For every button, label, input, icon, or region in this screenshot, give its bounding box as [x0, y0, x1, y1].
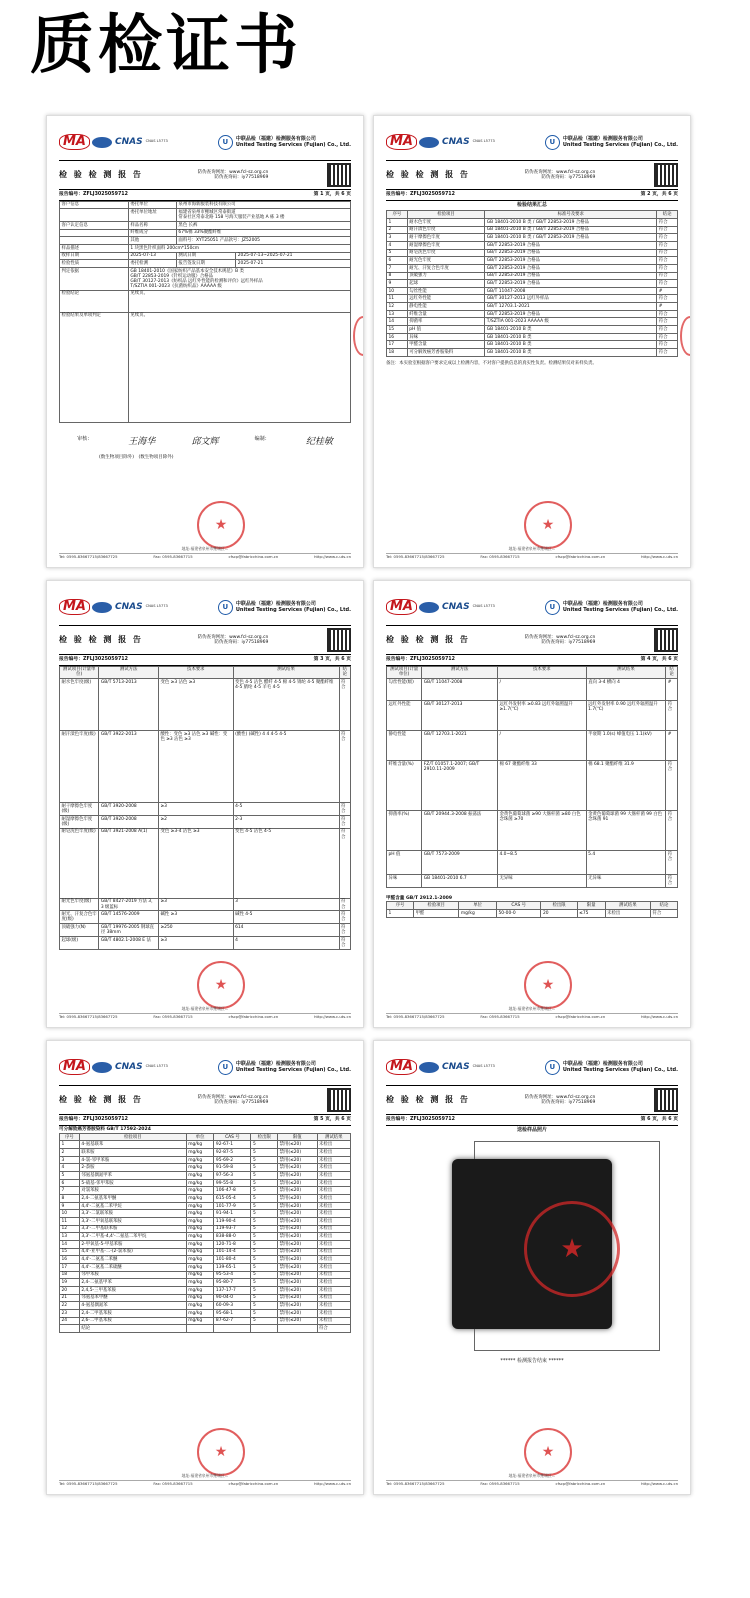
- query-site: 防伪查询网址：www.fcl-sz.org.cn: [524, 634, 596, 640]
- query-code: 防伪查询码：iy77518969: [541, 640, 596, 645]
- section-title: 可分解致癌芳香胺染料 GB/T 17592-2024: [59, 1126, 151, 1132]
- table-row: 3 4-氯-邻甲苯胺 mg/kg 95-69-2 5 禁用(≤20) 未检出: [60, 1156, 351, 1164]
- table-row: 1 耐水色牢度 GB 18401-2010 B 类 / GB/T 22853-2019 合格品 符合: [387, 218, 678, 226]
- table-row: 2 联苯胺 mg/kg 92-87-5 5 禁用(≤20) 未检出: [60, 1149, 351, 1157]
- page-number: 第 1 页，共 6 页: [313, 192, 351, 197]
- report-number: 报告编号：ZFLJ3025059712: [59, 1117, 128, 1122]
- table-row: 9 4,4'-二氨基二苯甲烷 mg/kg 101-77-9 5 禁用(≤20) 未检出: [60, 1202, 351, 1210]
- ma-logo: MA: [59, 134, 90, 150]
- table-row: 1 4-氨基联苯 mg/kg 92-67-1 5 禁用(≤20) 未检出: [60, 1141, 351, 1149]
- official-seal: ★: [524, 1428, 572, 1476]
- ilac-logo: [419, 1062, 439, 1073]
- table-row: 4 2-萘胺 mg/kg 91-59-8 5 禁用(≤20) 未检出: [60, 1164, 351, 1172]
- table-row: 10 3,3'-二氯联苯胺 mg/kg 91-94-1 5 禁用(≤20) 未检出: [60, 1210, 351, 1218]
- ilac-logo: [419, 602, 439, 613]
- report-header: [386, 1051, 678, 1083]
- query-code: 防伪查询码：iy77518969: [214, 640, 269, 645]
- report-header: [386, 126, 678, 158]
- info-table: [59, 201, 351, 423]
- table-row: 17 4,4'-二氨基二苯硫醚 mg/kg 139-65-1 5 禁用(≤20) 未检出: [60, 1263, 351, 1271]
- footer: 地址:福建省泉州市鲤城区... Tel: 0595-83667715/83667725 Fax: 0595-83667715 cfscp@fabricchina.com.cn http://www.c-uts.cn: [386, 1006, 678, 1019]
- table-row: 耐湿摩擦色牢度(级) GB/T 3920-2008 ≥2 2-3 符合: [60, 815, 351, 828]
- qr-code: [327, 1088, 351, 1112]
- sign-note: (数生物项目除外) (数生物项目除外): [99, 455, 174, 461]
- report-title: 检 验 检 测 报 告: [386, 1095, 470, 1105]
- uts-logo-icon: U: [545, 135, 560, 150]
- lab-brand: [218, 1060, 351, 1075]
- query-site: 防伪查询网址：www.fcl-sz.org.cn: [524, 1094, 596, 1100]
- section-title: 检验结果汇总: [516, 201, 547, 208]
- table-row: 判定依据 GB 18401-2010《国家纺织产品基本安全技术规范》B 类 GB/T 22853-2019《针织运动服》合格品 GB/T 30127-2013《纺织品 远红外性能的检测和评价》远红外样品 T/SZTIA 001-2023《抗菌纺织品》AAAAA 级: [60, 267, 351, 290]
- ma-logo: MA: [59, 599, 90, 615]
- cnas-logo: CNAS: [442, 1061, 470, 1072]
- footer: 地址:福建省泉州市鲤城区... Tel: 0595-83667715/83667725 Fax: 0595-83667715 cfscp@fabricchina.com.cn http://www.c-uts.cn: [59, 1006, 351, 1019]
- signatures: 审核： 王海华 邱文辉 编制： 纪桂敏: [77, 435, 333, 447]
- uts-logo-icon: U: [218, 135, 233, 150]
- ma-logo: MA: [386, 1059, 417, 1075]
- summary-table: 序号 检验项目 标准号及要求 结论 1 耐水色牢度 GB 18401-2010 B 类 / GB/T 22853-2019 合格品 符合 2 耐汗渍色牢度 GB 18401-2010 B 类 / GB/T 22853-2019 合格品 符合 3 耐干摩擦色牢度 GB 18401-2010 B 类 / GB/T 22853-2019 合格品 符合 4 耐湿摩擦色牢度 GB/T 22853-2019 合格品 符合 5 耐皂洗色牢度 GB/T 22853-2019 合格品 符合 6 耐光色牢度 GB/T 22853-2019 合格品 符合 7 耐光、汗复合色牢度 GB/T 22853-2019 合格品 符合 8 顶破强力 GB/T 22853-2019 合格品 符合 9 起球 GB/T 22853-2019 合格品 符合 10 勾丝性能 GB/T 11047-2008 # 11 远红外性能 GB/T 30127-2013 远红外样品 符合 12 静电性能 GB/T 12703.1-2021 # 13 纤维含量 GB/T 22853-2019 合格品 符合 14 抑菌率 T/SZTIA 001-2023 AAAAA 级 符合 15 pH 值 GB 18401-2010 B 类 符合 16 异味 GB 18401-2010 B 类 符合 17 甲醛含量 GB 18401-2010 B 类 符合 18 可分解致癌芳香胺染料 GB 18401-2010 B 类 符合: [386, 210, 678, 356]
- ilac-logo: [92, 602, 112, 613]
- table-row: 耐汗渍色牢度(级) GB/T 3922-2013 酸性：变色 ≥3 沾色 ≥3 碱性：变色 ≥3 沾色 ≥3 (酸性) (碱性) 4 4 4-5 4-5 符合: [60, 731, 351, 803]
- report-page-5: [46, 1040, 364, 1495]
- report-number: 报告编号：ZFLJ3025059712: [386, 192, 455, 197]
- table-row: 7 对氯苯胺 mg/kg 106-47-8 5 禁用(≤20) 未检出: [60, 1187, 351, 1195]
- table-row: 纤维含量(%) FZ/T 01057.1-2007; GB/T 2910.11-2009 棉 67 聚酯纤维 33 棉 68.1 聚酯纤维 31.9 符合: [387, 761, 678, 811]
- report-header: [59, 591, 351, 623]
- official-seal: ★: [524, 961, 572, 1009]
- footer: 地址:福建省泉州市鲤城区... Tel: 0595-83667715/83667725 Fax: 0595-83667715 cfscp@fabricchina.com.cn http://www.c-uts.cn: [59, 546, 351, 559]
- amine-table: 序号 检验项目 单位 CAS 号 检出限 限值 测试结果 1 4-氨基联苯 mg/kg 92-67-1 5 禁用(≤20) 未检出 2 联苯胺 mg/kg 92-87-5 5 禁用(≤20) 未检出 3 4-氯-邻甲苯胺 mg/kg 95-69-2 5 禁用(≤20) 未检出 4 2-萘胺 mg/kg 91-59-8 5 禁用(≤20) 未检出 5 邻氨基偶氮甲苯 mg/kg 97-56-3 5 禁用(≤20) 未检出 6 5-硝基-邻甲苯胺 mg/kg 99-55-8 5 禁用(≤20) 未检出 7 对氯苯胺 mg/kg 106-47-8 5 禁用(≤20) 未检出 8 2,4-二氨基苯甲醚 mg/kg 615-05-4 5 禁用(≤20) 未检出 9 4,4'-二氨基二苯甲烷 mg/kg 101-77-9 5 禁用(≤20) 未检出 10 3,3'-二氯联苯胺 mg/kg 91-94-1 5 禁用(≤20) 未检出 11 3,3'-二甲氧基联苯胺 mg/kg 119-90-4 5 禁用(≤20) 未检出 12 3,3'-二甲基联苯胺 mg/kg 119-93-7 5 禁用(≤20) 未检出 13 3,3'-二甲基-4,4'-二氨基二苯甲烷 mg/kg 838-88-0 5 禁用(≤20) 未检出 14 2-甲氧基-5-甲基苯胺 mg/kg 120-71-8 5 禁用(≤20) 未检出 15 4,4'-亚甲基-二-(2-氯苯胺) mg/kg 101-14-4 5 禁用(≤20) 未检出 16 4,4'-二氨基二苯醚 mg/kg 101-80-4 5 禁用(≤20) 未检出 17 4,4'-二氨基二苯硫醚 mg/kg 139-65-1 5 禁用(≤20) 未检出 18 邻甲苯胺 mg/kg 95-53-4 5 禁用(≤20) 未检出 19 2,4-二氨基甲苯 mg/kg 95-80-7 5 禁用(≤20) 未检出 20 2,4,5-三甲基苯胺 mg/kg 137-17-7 5 禁用(≤20) 未检出 21 邻氨基苯甲醚 mg/kg 90-04-0 5 禁用(≤20) 未检出 22 4-氨基偶氮苯 mg/kg 60-09-3 5 禁用(≤20) 未检出 23 2,4-二甲基苯胺 mg/kg 95-68-1 5 禁用(≤20) 未检出 24 2,6-二甲基苯胺 mg/kg 87-62-7 5 禁用(≤20) 未检出 结论 符合: [59, 1133, 351, 1333]
- lab-name-cn: 中联品检（福建）检测服务有限公司: [235, 135, 316, 142]
- table-row: 24 2,6-二甲基苯胺 mg/kg 87-62-7 5 禁用(≤20) 未检出: [60, 1317, 351, 1325]
- report-notes: 备注：本实验室根据客户要求完成以上检测内容，不对客户提供信息的真实性负责。检测结果仅对来样负责。: [386, 360, 597, 366]
- table-row: 14 抑菌率 T/SZTIA 001-2023 AAAAA 级 符合: [387, 318, 678, 326]
- table-row: 检验结果及单项判定 见续页。: [60, 312, 351, 422]
- table-row: 5 邻氨基偶氮甲苯 mg/kg 97-56-3 5 禁用(≤20) 未检出: [60, 1172, 351, 1180]
- table-row: 6 耐光色牢度 GB/T 22853-2019 合格品 符合: [387, 257, 678, 265]
- table-row: 勾丝性能(级) GB/T 11047-2008 / 直向 3-4 横向 4 #: [387, 679, 678, 701]
- ma-logo: MA: [386, 134, 417, 150]
- query-site: 防伪查询网址：www.fcl-sz.org.cn: [197, 169, 269, 175]
- lab-name-en: United Testing Services (Fujian) Co., Ltd.: [235, 1067, 351, 1073]
- table-row: 12 静电性能 GB/T 12703.1-2021 #: [387, 303, 678, 311]
- ilac-logo: [92, 1062, 112, 1073]
- report-page-4: [373, 580, 691, 1028]
- cnas-logo: CNAS: [115, 1061, 143, 1072]
- lab-name-cn: 中联品检（福建）检测服务有限公司: [562, 1060, 643, 1067]
- lab-brand: [545, 135, 678, 150]
- seam-seal: [353, 316, 364, 356]
- report-page-2: [373, 115, 691, 568]
- page-number: 第 6 页，共 6 页: [640, 1117, 678, 1122]
- lab-name-en: United Testing Services (Fujian) Co., Ltd.: [235, 607, 351, 613]
- table-row: 检验性质 委托检测 报告签发日期 2025-07-21: [60, 260, 351, 268]
- table-row: 顶破强力(N) GB/T 19976-2005 钢球直径 38mm ≥250 614 符合: [60, 924, 351, 937]
- table-row: 4 耐湿摩擦色牢度 GB/T 22853-2019 合格品 符合: [387, 241, 678, 249]
- footer: 地址:福建省泉州市鲤城区... Tel: 0595-83667715/83667725 Fax: 0595-83667715 cfscp@fabricchina.com.cn http://www.c-uts.cn: [386, 1473, 678, 1486]
- table-row: 11 3,3'-二甲氧基联苯胺 mg/kg 119-90-4 5 禁用(≤20) 未检出: [60, 1218, 351, 1226]
- table-row: 13 3,3'-二甲基-4,4'-二氨基二苯甲烷 mg/kg 838-88-0 5 禁用(≤20) 未检出: [60, 1233, 351, 1241]
- report-page-6: [373, 1040, 691, 1495]
- table-row: pH 值 GB/T 7573-2009 4.0~8.5 5.4 符合: [387, 851, 678, 875]
- table-row: 结论 符合: [60, 1325, 351, 1333]
- table-row: 9 起球 GB/T 22853-2019 合格品 符合: [387, 280, 678, 288]
- table-row: 19 2,4-二氨基甲苯 mg/kg 95-80-7 5 禁用(≤20) 未检出: [60, 1279, 351, 1287]
- table-row: 16 异味 GB 18401-2010 B 类 符合: [387, 333, 678, 341]
- query-site: 防伪查询网址：www.fcl-sz.org.cn: [524, 169, 596, 175]
- table-row: 耐光、汗复合色牢度(级) GB/T 14576-2009 碱性 ≥3 碱性 4-5 符合: [60, 911, 351, 924]
- query-code: 防伪查询码：iy77518969: [541, 1100, 596, 1105]
- table-row: 7 耐光、汗复合色牢度 GB/T 22853-2019 合格品 符合: [387, 264, 678, 272]
- uts-logo-icon: U: [218, 1060, 233, 1075]
- cnas-number: CNAS L5773: [472, 139, 495, 144]
- table-row: 异味 GB 18401-2010 6.7 无异味 无异味 符合: [387, 875, 678, 888]
- table-row: 客户信息 委托单位 泉州市海新服装科技有限公司: [60, 201, 351, 209]
- table-row: 23 2,4-二甲基苯胺 mg/kg 95-68-1 5 禁用(≤20) 未检出: [60, 1309, 351, 1317]
- report-page-3: [46, 580, 364, 1028]
- official-seal: ★: [197, 1428, 245, 1476]
- cnas-number: CNAS L5773: [472, 1064, 495, 1069]
- official-seal: ★: [197, 501, 245, 549]
- table-row: 纤维成分 67%棉 33%聚酯纤维: [60, 229, 351, 237]
- lab-name-en: United Testing Services (Fujian) Co., Ltd.: [562, 1067, 678, 1073]
- report-number: 报告编号：ZFLJ3025059712: [386, 1117, 455, 1122]
- table-row: 2 耐汗渍色牢度 GB 18401-2010 B 类 / GB/T 22853-2019 合格品 符合: [387, 226, 678, 234]
- table-row: 耐光色牢度(级) GB/T 8427-2019 方法 3，3 级蓝标 ≥3 3 符合: [60, 898, 351, 911]
- report-end: ****** 检测报告结束 ******: [500, 1358, 564, 1364]
- formaldehyde-table: 序号 检验项目 单位 CAS 号 检出限 限量 测试结果 结论 1 甲醛 mg/kg 50-00-0 20 ≤75 未检出 符合: [386, 901, 678, 917]
- qr-code: [327, 163, 351, 187]
- lab-name-cn: 中联品检（福建）检测服务有限公司: [235, 600, 316, 607]
- ma-logo: MA: [59, 1059, 90, 1075]
- report-header: [59, 1051, 351, 1083]
- results-table: 测试项目(计量单位) 测试方法 技术要求 测试结果 结论 耐水色牢度(级) GB/T 5713-2013 变色 ≥3 沾色 ≥3 变色 4-5 沾色 醋纤 4-5 棉 4-5 锦纶 4-5 聚酯纤维 4-5 腈纶 4-5 羊毛 4-5 符合 耐汗渍色牢度(级) GB/T 3922-2013 酸性：变色 ≥3 沾色 ≥3 碱性：变色 ≥3 沾色 ≥3 (酸性) (碱性) 4 4 4-5 4-5 符合 耐干摩擦色牢度(级) GB/T 3920-2008 ≥3 4-5 符合 耐湿摩擦色牢度(级) GB/T 3920-2008 ≥2 2-3 符合 耐皂洗色牢度(级) GB/T 3921-2008 A(1) 变色 ≥3-4 沾色 ≥3 变色 4-5 沾色 4-5 符合 耐光色牢度(级) GB/T 8427-2019 方法 3，3 级蓝标 ≥3 3 符合 耐光、汗复合色牢度(级) GB/T 14576-2009 碱性 ≥3 碱性 4-5 符合 顶破强力(N) GB/T 19976-2005 钢球直径 38mm ≥250 614 符合 起球(级) GB/T 4802.1-2008 E 法 ≥3 4 符合: [59, 666, 351, 950]
- uts-logo-icon: U: [218, 600, 233, 615]
- table-row: 抑菌率(%) GB/T 20944.3-2008 振荡法 金黄色葡萄球菌 ≥90 大肠杆菌 ≥80 白色念珠菌 ≥70 金黄色葡萄球菌 99 大肠杆菌 99 白色念珠菌 91 符合: [387, 811, 678, 851]
- table-row: 3 耐干摩擦色牢度 GB 18401-2010 B 类 / GB/T 22853-2019 合格品 符合: [387, 234, 678, 242]
- table-row: 检验结论 见续页。: [60, 290, 351, 312]
- table-row: 18 可分解致癌芳香胺染料 GB 18401-2010 B 类 符合: [387, 349, 678, 357]
- qr-code: [654, 1088, 678, 1112]
- table-row: 15 pH 值 GB 18401-2010 B 类 符合: [387, 326, 678, 334]
- lab-name-cn: 中联品检（福建）检测服务有限公司: [235, 1060, 316, 1067]
- table-row: 1 甲醛 mg/kg 50-00-0 20 ≤75 未检出 符合: [387, 909, 678, 917]
- query-code: 防伪查询码：iy77518969: [214, 1100, 269, 1105]
- cnas-logo: CNAS: [442, 601, 470, 612]
- report-page-1: [46, 115, 364, 568]
- uts-logo-icon: U: [545, 600, 560, 615]
- lab-brand: [218, 135, 351, 150]
- table-row: 其他 面料号：XYT25051 产品款号：JZ52005: [60, 237, 351, 245]
- qr-code: [327, 628, 351, 652]
- table-row: 13 纤维含量 GB/T 22853-2019 合格品 符合: [387, 310, 678, 318]
- table-row: 22 4-氨基偶氮苯 mg/kg 60-09-3 5 禁用(≤20) 未检出: [60, 1302, 351, 1310]
- footer: 地址:福建省泉州市鲤城区... Tel: 0595-83667715/83667725 Fax: 0595-83667715 cfscp@fabricchina.com.cn http://www.c-uts.cn: [386, 546, 678, 559]
- report-title: 检 验 检 测 报 告: [386, 170, 470, 180]
- table-row: 15 4,4'-亚甲基-二-(2-氯苯胺) mg/kg 101-14-4 5 禁用(≤20) 未检出: [60, 1248, 351, 1256]
- official-seal: ★: [197, 961, 245, 1009]
- table-row: 委托单位地址 福建省泉州市鲤城区常泰街道 常泰社区常泰北路 158 号海天服装产业基地 A 栋 3 楼: [60, 209, 351, 222]
- table-row: 起球(级) GB/T 4802.1-2008 E 法 ≥3 4 符合: [60, 936, 351, 949]
- report-number: 报告编号：ZFLJ3025059712: [59, 657, 128, 662]
- lab-name-cn: 中联品检（福建）检测服务有限公司: [562, 600, 643, 607]
- table-row: 10 勾丝性能 GB/T 11047-2008 #: [387, 287, 678, 295]
- table-row: 6 5-硝基-邻甲苯胺 mg/kg 99-55-8 5 禁用(≤20) 未检出: [60, 1179, 351, 1187]
- page-number: 第 3 页，共 6 页: [313, 657, 351, 662]
- table-row: 12 3,3'-二甲基联苯胺 mg/kg 119-93-7 5 禁用(≤20) 未检出: [60, 1225, 351, 1233]
- table-row: 8 2,4-二氨基苯甲醚 mg/kg 615-05-4 5 禁用(≤20) 未检出: [60, 1195, 351, 1203]
- table-row: 收样日期 2025-07-13 测试日期 2025-07-13~2025-07-21: [60, 252, 351, 260]
- report-title: 检 验 检 测 报 告: [59, 1095, 143, 1105]
- query-code: 防伪查询码：iy77518969: [541, 175, 596, 180]
- table-row: 18 邻甲苯胺 mg/kg 95-53-4 5 禁用(≤20) 未检出: [60, 1271, 351, 1279]
- cnas-number: CNAS L5773: [472, 604, 495, 609]
- lab-name-en: United Testing Services (Fujian) Co., Ltd.: [562, 607, 678, 613]
- official-seal: ★: [524, 1201, 620, 1297]
- table-row: 耐皂洗色牢度(级) GB/T 3921-2008 A(1) 变色 ≥3-4 沾色 ≥3 变色 4-5 沾色 4-5 符合: [60, 828, 351, 898]
- report-number: 报告编号：ZFLJ3025059712: [386, 657, 455, 662]
- cnas-logo: CNAS: [115, 601, 143, 612]
- lab-name-en: United Testing Services (Fujian) Co., Ltd.: [235, 142, 351, 148]
- cnas-logo: CNAS: [115, 136, 143, 147]
- table-row: 17 甲醛含量 GB 18401-2010 B 类 符合: [387, 341, 678, 349]
- results-table: 测试项目(计量单位) 测试方法 技术要求 测试结果 结论 勾丝性能(级) GB/T 11047-2008 / 直向 3-4 横向 4 # 远红外性能 GB/T 30127-2013 远红外发射率 ≥0.83 远红外辐照温升 ≥1.7(℃) 远红外发射率 0.90 远红外辐照温升 1.7(℃) 符合 静电性能 GB/T 12703.1-2021 / 半衰期 1.0(s) 峰值电压 1.1(kV) # 纤维含量(%) FZ/T 01057.1-2007; GB/T 2910.11-2009 棉 67 聚酯纤维 33 棉 68.1 聚酯纤维 31.9 符合 抑菌率(%) GB/T 20944.3-2008 振荡法 金黄色葡萄球菌 ≥90 大肠杆菌 ≥80 白色念珠菌 ≥70 金黄色葡萄球菌 99 大肠杆菌 99 白色念珠菌 91 符合 pH 值 GB/T 7573-2009 4.0~8.5 5.4 符合 异味 GB 18401-2010 6.7 无异味 无异味 符合: [386, 666, 678, 888]
- lab-brand: [545, 600, 678, 615]
- query-site: 防伪查询网址：www.fcl-sz.org.cn: [197, 1094, 269, 1100]
- table-row: 21 邻氨基苯甲醚 mg/kg 90-04-0 5 禁用(≤20) 未检出: [60, 1294, 351, 1302]
- seam-seal: [680, 316, 691, 356]
- table-row: 16 4,4'-二氨基二苯醚 mg/kg 101-80-4 5 禁用(≤20) 未检出: [60, 1256, 351, 1264]
- cnas-logo: CNAS: [442, 136, 470, 147]
- page-number: 第 4 页，共 6 页: [640, 657, 678, 662]
- cnas-number: CNAS L5773: [145, 1064, 168, 1069]
- table-row: 5 耐皂洗色牢度 GB/T 22853-2019 合格品 符合: [387, 249, 678, 257]
- report-title: 检 验 检 测 报 告: [59, 170, 143, 180]
- table-row: 耐干摩擦色牢度(级) GB/T 3920-2008 ≥3 4-5 符合: [60, 803, 351, 816]
- table-row: 8 顶破强力 GB/T 22853-2019 合格品 符合: [387, 272, 678, 280]
- report-title: 检 验 检 测 报 告: [59, 635, 143, 645]
- table-row: 样品描述 1 块黑色针织面料 200cm*150cm: [60, 244, 351, 252]
- table-row: 客户认定信息 样品名称 黑色 长裤: [60, 221, 351, 229]
- qr-code: [654, 163, 678, 187]
- report-number: 报告编号：ZFLJ3025059712: [59, 192, 128, 197]
- cnas-number: CNAS L5773: [145, 139, 168, 144]
- lab-brand: [545, 1060, 678, 1075]
- official-seal: ★: [524, 501, 572, 549]
- table-row: 20 2,4,5-三甲基苯胺 mg/kg 137-17-7 5 禁用(≤20) 未检出: [60, 1286, 351, 1294]
- query-code: 防伪查询码：iy77518969: [214, 175, 269, 180]
- page-number: 第 2 页，共 6 页: [640, 192, 678, 197]
- table-row: 耐水色牢度(级) GB/T 5713-2013 变色 ≥3 沾色 ≥3 变色 4-5 沾色 醋纤 4-5 棉 4-5 锦纶 4-5 聚酯纤维 4-5 腈纶 4-5 羊毛 4-5 符合: [60, 679, 351, 731]
- cnas-number: CNAS L5773: [145, 604, 168, 609]
- report-header: [59, 126, 351, 158]
- lab-brand: [218, 600, 351, 615]
- report-title: 检 验 检 测 报 告: [386, 635, 470, 645]
- ma-logo: MA: [386, 599, 417, 615]
- page-number: 第 5 页，共 6 页: [313, 1117, 351, 1122]
- table-row: 11 远红外性能 GB/T 30127-2013 远红外样品 符合: [387, 295, 678, 303]
- report-header: [386, 591, 678, 623]
- section-title: 送检样品照片: [516, 1126, 547, 1133]
- uts-logo-icon: U: [545, 1060, 560, 1075]
- table-row: 远红外性能 GB/T 30127-2013 远红外发射率 ≥0.83 远红外辐照温升 ≥1.7(℃) 远红外发射率 0.90 远红外辐照温升 1.7(℃) 符合: [387, 701, 678, 731]
- table-row: 静电性能 GB/T 12703.1-2021 / 半衰期 1.0(s) 峰值电压 1.1(kV) #: [387, 731, 678, 761]
- qr-code: [654, 628, 678, 652]
- ilac-logo: [92, 137, 112, 148]
- lab-name-cn: 中联品检（福建）检测服务有限公司: [562, 135, 643, 142]
- page-title: 质检证书: [30, 9, 302, 83]
- table-row: 14 2-甲氧基-5-甲基苯胺 mg/kg 120-71-8 5 禁用(≤20) 未检出: [60, 1240, 351, 1248]
- formaldehyde-title: 甲醛含量 GB/T 2912.1-2009: [386, 895, 453, 901]
- lab-name-en: United Testing Services (Fujian) Co., Ltd.: [562, 142, 678, 148]
- ilac-logo: [419, 137, 439, 148]
- query-site: 防伪查询网址：www.fcl-sz.org.cn: [197, 634, 269, 640]
- footer: 地址:福建省泉州市鲤城区... Tel: 0595-83667715/83667725 Fax: 0595-83667715 cfscp@fabricchina.com.cn http://www.c-uts.cn: [59, 1473, 351, 1486]
